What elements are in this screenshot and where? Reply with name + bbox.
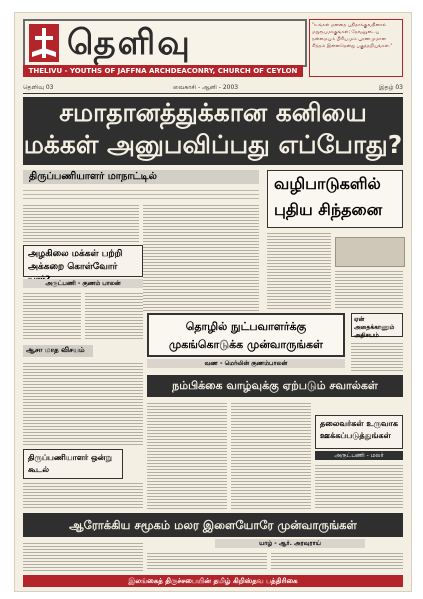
byline: யாழ் - ஆர். அரவுராய்	[215, 539, 365, 548]
intro-text-block	[23, 187, 259, 199]
article-column	[231, 401, 311, 509]
article-column	[351, 341, 403, 371]
section-heading-small: ஆசா மாத விசயம்	[23, 345, 93, 357]
article-column	[23, 541, 143, 571]
article-column	[267, 231, 331, 311]
section-heading-youth: ஆரோக்கிய சமூகம் மலர இளையோரே முன்வாருங்கள்	[23, 513, 403, 537]
issue-line	[23, 83, 403, 94]
article-column	[335, 269, 403, 309]
masthead	[23, 19, 403, 81]
byline: அருட்பணி - மலர்	[315, 451, 403, 460]
byline: அருட்பணி - குணம் பாலன்	[23, 279, 143, 288]
section-heading-faith: நம்பிக்கை வாழ்வுக்கு ஏற்படும் சவால்கள்	[147, 375, 403, 397]
article-column	[85, 291, 143, 341]
issue-number: இதழ் 03	[378, 84, 403, 91]
section-heading-leaders: தலைவர்கள் உருவாக ஊக்கப்படுத்துங்கள்	[315, 415, 403, 449]
article-column	[23, 203, 139, 243]
section-heading-clergy: திருப்பணியாளர் ஒன்று கூடல்	[23, 449, 123, 479]
masthead-quote: "உங்கள் மனதை புதிதாக்குவதினால் மறுரூபமாகுங்கள்; தேவனுடைய நன்மையும் பிரியமும் பூரணமுமான சித்தம் இன்னதென்று பகுத்தறியுங்கள்."	[309, 19, 403, 77]
byline: வண - மெர்லின் குணம்பாலன்	[147, 359, 345, 368]
issue-date: வைகாசி - ஆனி - 2003	[173, 84, 239, 91]
article-column	[147, 401, 227, 509]
footer-banner: இலங்கைத் திருச்சபையின் தமிழ் கிறிஸ்தவ பத்திரிகை	[23, 575, 403, 587]
article-column	[23, 291, 81, 341]
masthead-subtitle: THELIVU - YOUTHS OF JAFFNA ARCHDEACONRY, CHURCH OF CEYLON	[23, 65, 303, 77]
section-heading-conference: திருப்பணியாளர் மாநாட்டில்	[23, 170, 259, 184]
article-column	[23, 361, 143, 445]
headline-line-1: சமாதானத்துக்கான கனியை	[59, 98, 367, 127]
section-heading-worship: வழிபாடுகளில் புதிய சிந்தனை	[267, 170, 403, 228]
cross-book-logo-icon	[29, 24, 59, 62]
newspaper-page	[14, 12, 412, 592]
article-column	[143, 203, 259, 311]
main-headline	[23, 97, 403, 165]
issue-left: தெளிவு 03	[23, 84, 54, 91]
masthead-title: தெளிவு	[67, 23, 192, 63]
article-column	[147, 551, 267, 571]
section-heading-technology: தொழில் நுட்பவாளர்க்கு முகங்கொடுக்க முன்வாருங்கள்	[147, 313, 345, 357]
article-column	[23, 481, 143, 509]
headline-line-2: மக்கள் அனுபவிப்பது எப்போது?	[23, 130, 403, 159]
logo-box	[23, 19, 307, 67]
article-column	[271, 551, 403, 571]
article-column	[315, 463, 403, 509]
section-heading-right-small: ஏன் அதைக்காணும் அதிசயம்	[351, 313, 403, 337]
section-heading-people: அழகிலை மக்கள் பற்றி அக்கறை கொள்வோர்	[23, 245, 143, 277]
photo	[335, 237, 405, 267]
